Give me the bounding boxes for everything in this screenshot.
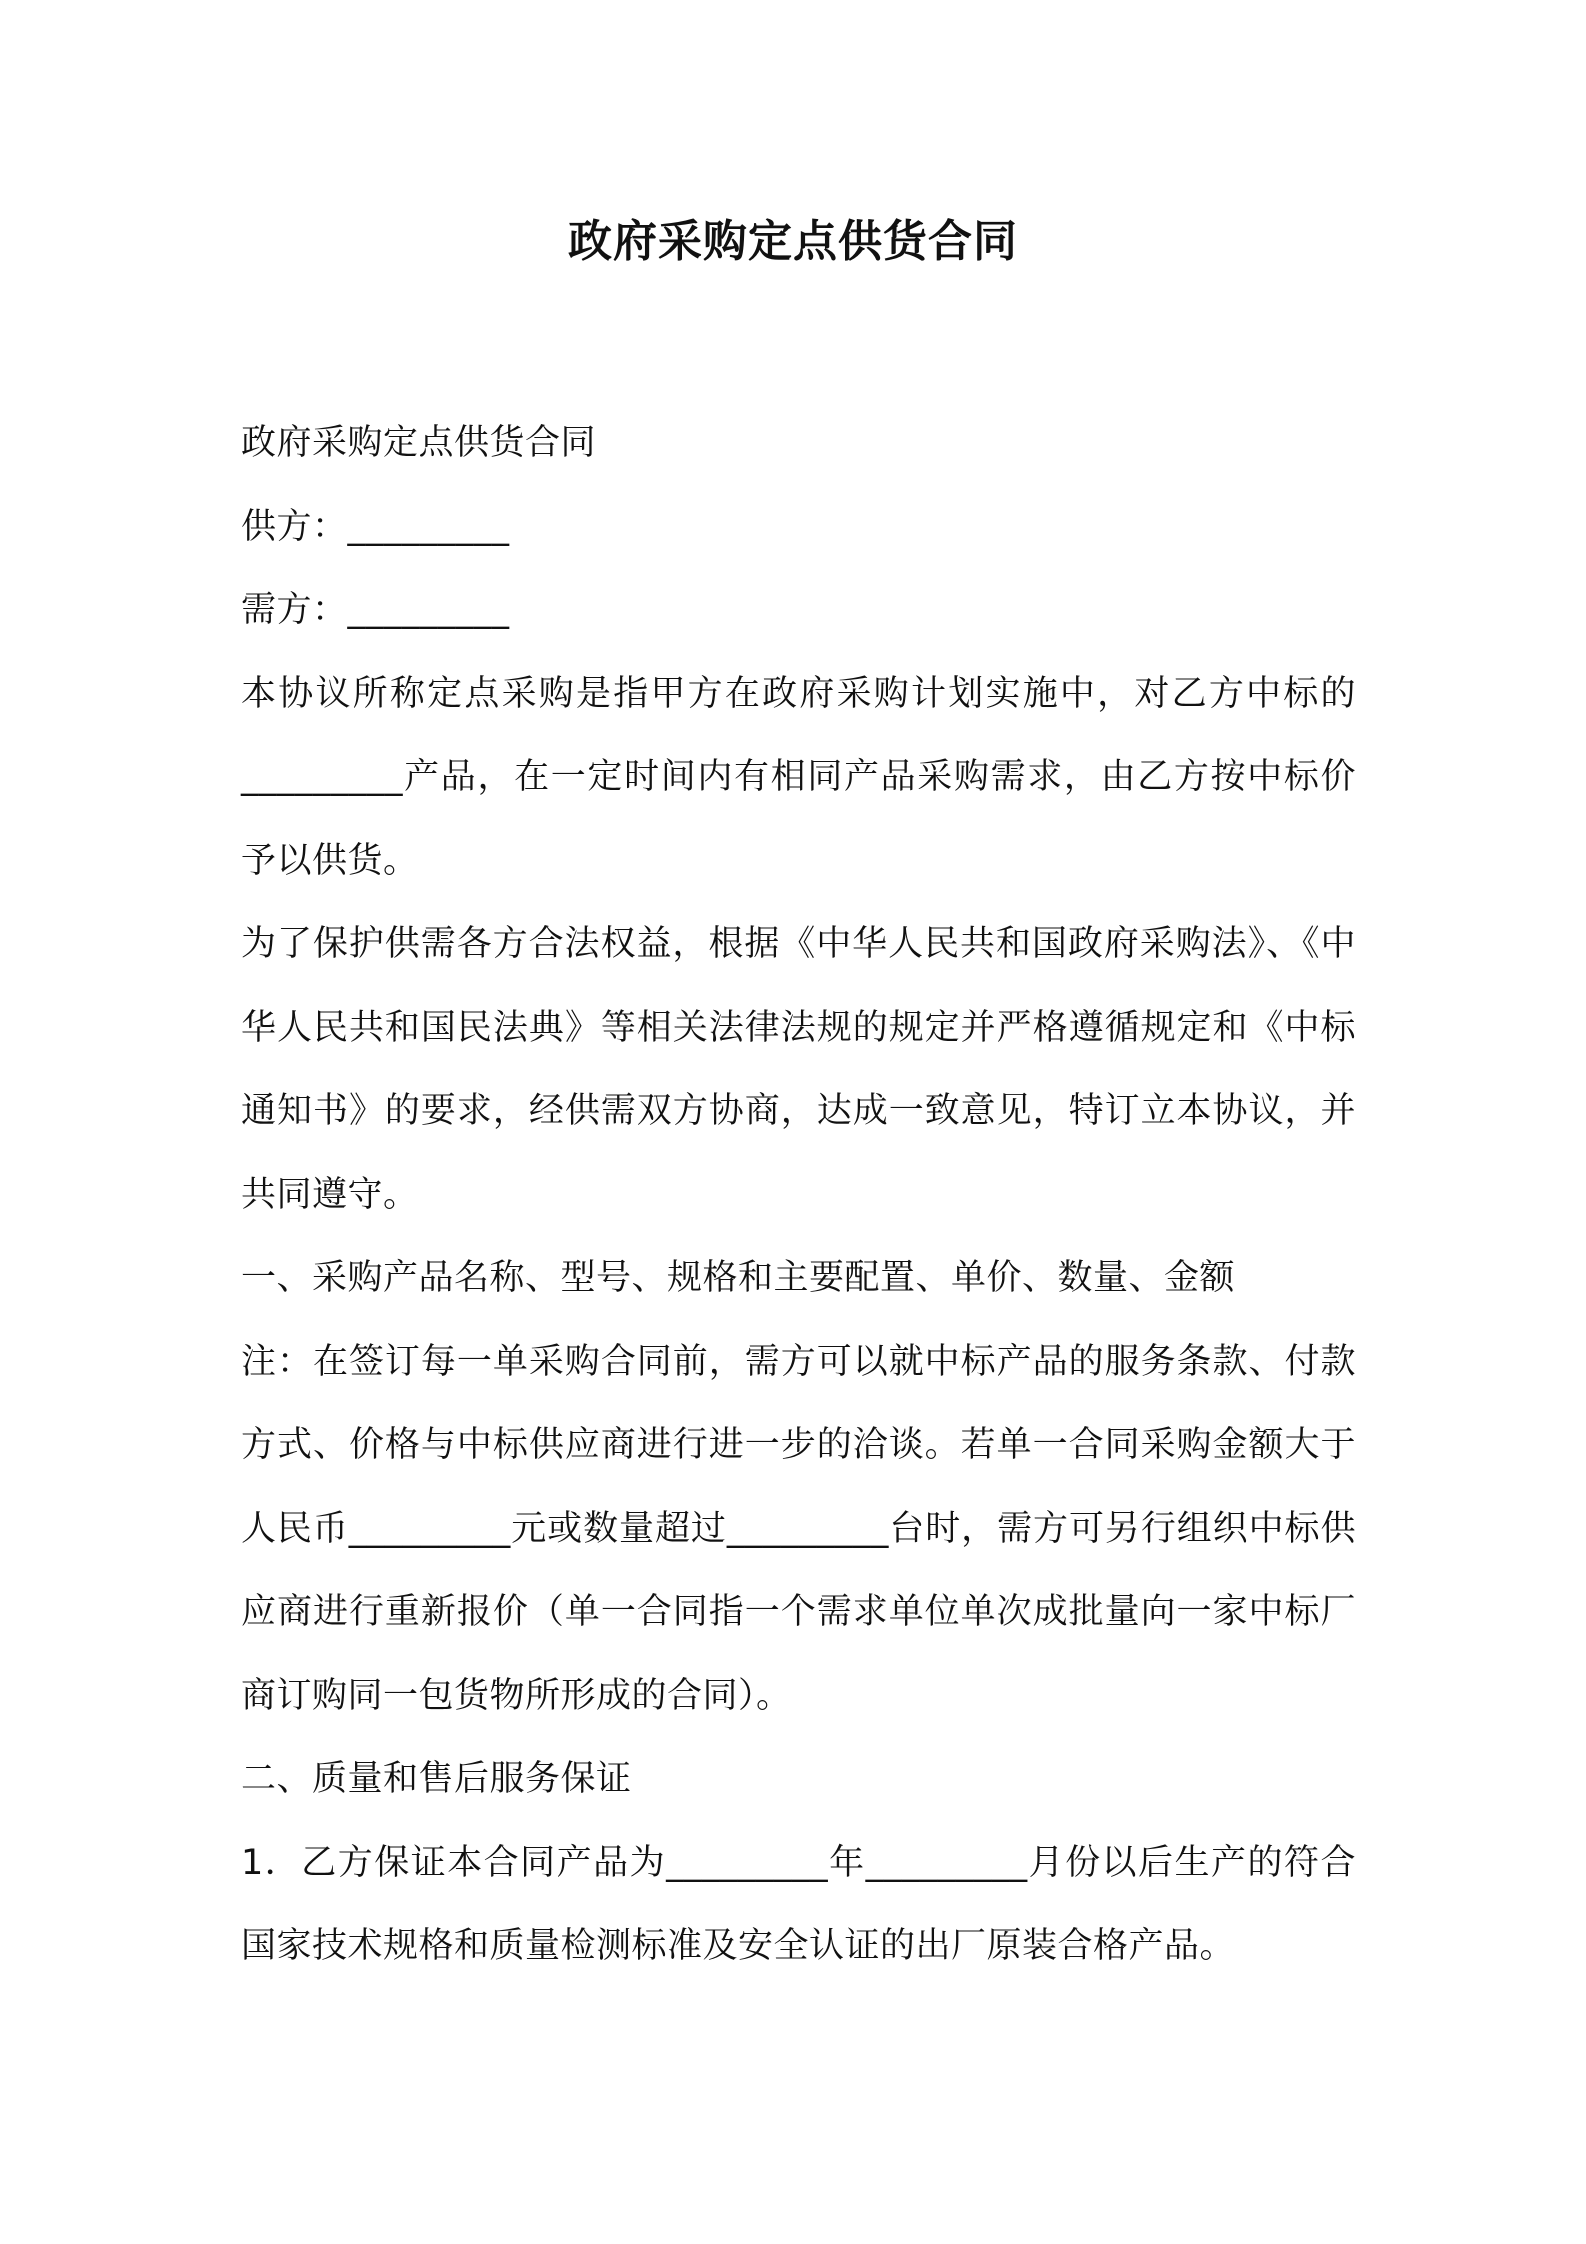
section-1-note: 注：在签订每一单采购合同前，需方可以就中标产品的服务条款、付款方式、价格与中标供应商进行进一步的洽谈。若单一合同采购金额大于人民币_________元或数量超过_________台时，需方可另行组织中标供应商进行重新报价（单一合同指一个需求单位单次成批量向一家中标厂商订购同一包货物所形成的合同）。 xyxy=(241,1341,1356,1716)
purpose-paragraph: 为了保护供需各方合法权益，根据《中华人民共和国政府采购法》、《中华人民共和国民法典》等相关法律法规的规定并严格遵循规定和《中标通知书》的要求，经供需双方协商，达成一致意见，特订立本协议，并共同遵守。 xyxy=(241,924,1356,1215)
section-2-heading: 二、质量和售后服务保证 xyxy=(241,1759,632,1799)
supplier-line: 供方：_________ xyxy=(241,506,510,547)
section-2-item-1: 1．乙方保证本合同产品为_________年_________月份以后生产的符合国家技术规格和质量检测标准及安全认证的出厂原装合格产品。 xyxy=(241,1842,1356,1966)
document-subtitle: 政府采购定点供货合同 xyxy=(241,423,597,463)
section-1-heading: 一、采购产品名称、型号、规格和主要配置、单价、数量、金额 xyxy=(241,1258,1236,1298)
document-title: 政府采购定点供货合同 xyxy=(568,216,1018,267)
buyer-line: 需方：_________ xyxy=(241,590,510,630)
definition-paragraph: 本协议所称定点采购是指甲方在政府采购计划实施中，对乙方中标的_________产品，在一定时间内有相同产品采购需求，由乙方按中标价予以供货。 xyxy=(241,673,1356,881)
document-body xyxy=(241,402,1356,1989)
